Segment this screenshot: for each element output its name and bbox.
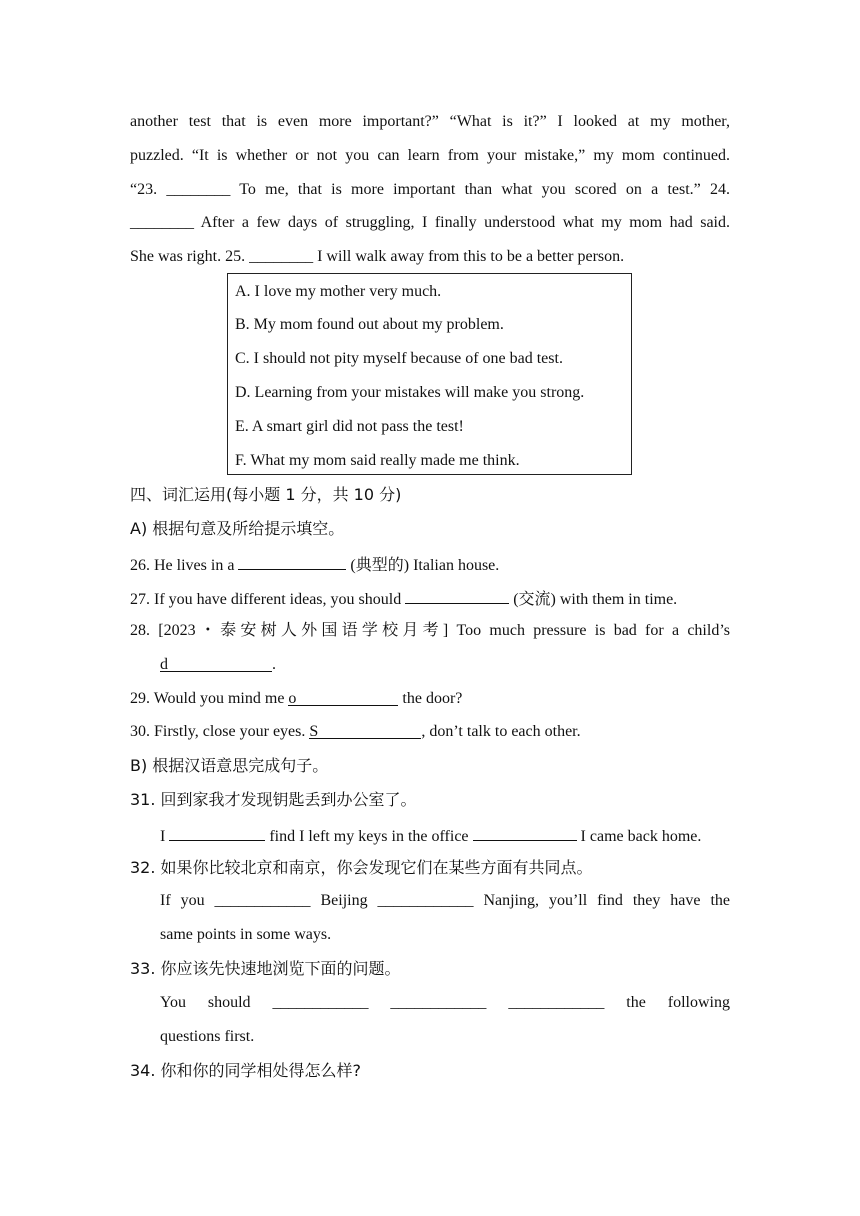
q31-part-1: I	[160, 828, 170, 845]
q26-pre: 26. He lives in a	[130, 557, 239, 574]
question-32-line-2: same points in some ways.	[160, 926, 332, 943]
q30-post: , don’t talk to each other.	[421, 723, 581, 740]
question-33-line-2: questions first.	[160, 1028, 255, 1045]
part-a-heading: A) 根据句意及所给提示填空。	[130, 519, 345, 538]
q29-letter: o	[288, 690, 297, 707]
question-32-chinese: 32. 如果你比较北京和南京，你会发现它们在某些方面有共同点。	[130, 858, 593, 877]
passage-line-4: ________ After a few days of struggling, I finally understood what my mom had said.	[130, 214, 730, 231]
q31-part-3: I came back home.	[576, 828, 702, 845]
q27-pre: 27. If you have different ideas, you should	[130, 591, 406, 608]
option-f: F. What my mom said really made me think.	[235, 452, 520, 469]
q30-letter: S	[309, 723, 319, 740]
q26-post: (典型的) Italian house.	[346, 557, 500, 574]
q27-blank[interactable]	[405, 587, 509, 604]
question-30	[130, 722, 581, 742]
question-28-line-1: 28. [2023・泰安树人外国语学校月考] Too much pressure is bad for a child’s	[130, 622, 730, 639]
q28-post: .	[272, 656, 276, 673]
q27-post: (交流) with them in time.	[509, 591, 678, 608]
question-26	[130, 553, 499, 576]
passage-line-3: “23. ________ To me, that is more important than what you scored on a test.” 24.	[130, 181, 730, 198]
q29-post: the door?	[398, 690, 463, 707]
section-title: 四、词汇运用(每小题 1 分，共 10 分)	[130, 485, 402, 504]
option-d: D. Learning from your mistakes will make you strong.	[235, 384, 585, 401]
option-a: A. I love my mother very much.	[235, 283, 442, 300]
question-33-line-1: You should ____________ ____________ ____________ the following	[160, 994, 730, 1011]
q29-blank[interactable]	[288, 689, 398, 706]
option-e: E. A smart girl did not pass the test!	[235, 418, 464, 435]
question-33-chinese: 33. 你应该先快速地浏览下面的问题。	[130, 959, 401, 978]
passage-line-1: another test that is even more important?” “What is it?” I looked at my mother,	[130, 113, 730, 130]
question-31-chinese: 31. 回到家我才发现钥匙丢到办公室了。	[130, 790, 417, 809]
question-31-english	[160, 824, 701, 847]
option-b: B. My mom found out about my problem.	[235, 316, 504, 333]
q28-blank[interactable]	[160, 655, 272, 672]
q31-blank-1[interactable]	[169, 824, 265, 841]
q31-part-2: find I left my keys in the office	[265, 828, 473, 845]
question-28-line-2	[160, 655, 276, 675]
question-27	[130, 587, 677, 610]
q31-blank-2[interactable]	[473, 824, 577, 841]
q28-letter: d	[160, 656, 168, 673]
q26-blank[interactable]	[238, 553, 346, 570]
question-34-chinese: 34. 你和你的同学相处得怎么样?	[130, 1061, 362, 1080]
question-29	[130, 689, 462, 709]
q30-blank[interactable]	[309, 722, 421, 739]
options-box	[227, 273, 632, 475]
part-b-heading: B) 根据汉语意思完成句子。	[130, 756, 329, 775]
option-c: C. I should not pity myself because of one bad test.	[235, 350, 563, 367]
question-32-line-1: If you ____________ Beijing ____________ Nanjing, you’ll find they have the	[160, 892, 730, 909]
passage-line-2: puzzled. “It is whether or not you can learn from your mistake,” my mom continued.	[130, 147, 730, 164]
q30-pre: 30. Firstly, close your eyes.	[130, 723, 310, 740]
q29-pre: 29. Would you mind me	[130, 690, 289, 707]
passage-line-5: She was right. 25. ________ I will walk away from this to be a better person.	[130, 248, 625, 265]
